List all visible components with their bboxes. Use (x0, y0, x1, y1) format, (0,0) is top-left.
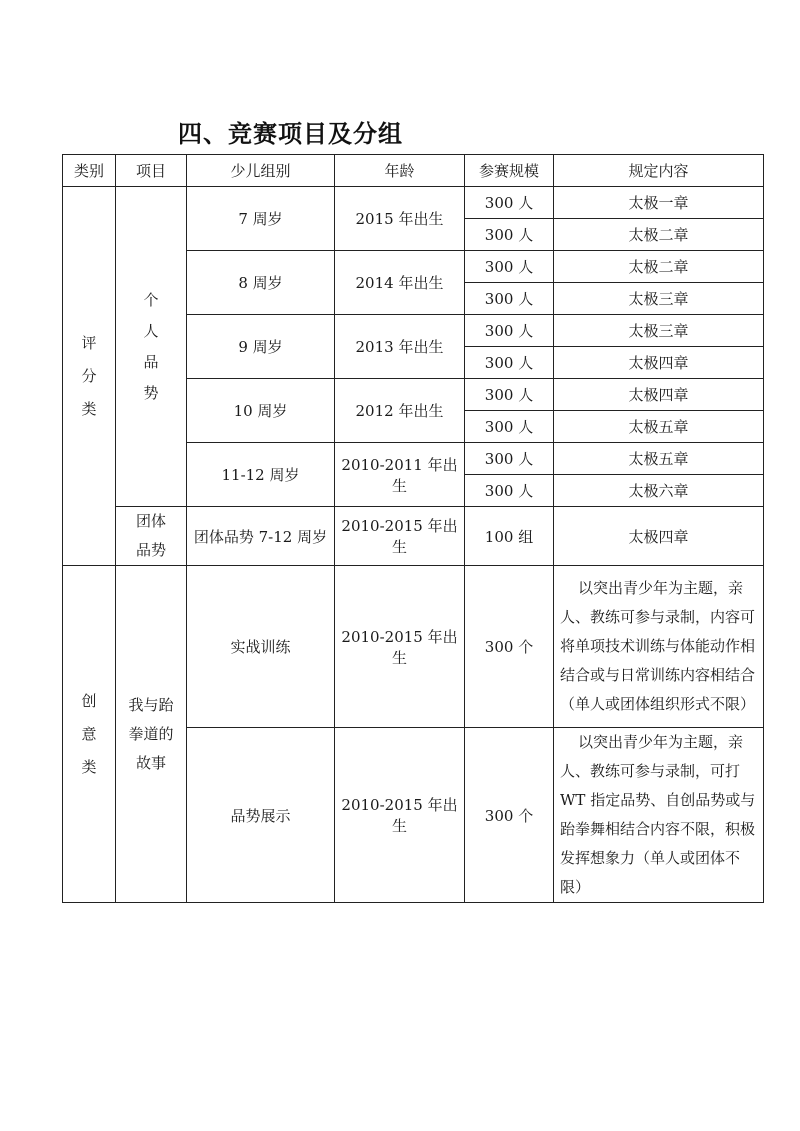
content-cell: 太极二章 (554, 251, 764, 283)
content-cell: 太极三章 (554, 283, 764, 315)
age-cell: 2013 年出生 (335, 315, 465, 379)
age-cell: 2010-2011 年出生 (335, 443, 465, 507)
content-cell: 太极五章 (554, 443, 764, 475)
content-cell: 太极三章 (554, 315, 764, 347)
category-label-creative: 创意类 (81, 691, 97, 776)
age-cell: 2010-2015 年出生 (335, 566, 465, 728)
group-cell: 11-12 周岁 (187, 443, 335, 507)
group-cell: 实战训练 (187, 566, 335, 728)
group-cell: 团体品势 7-12 周岁 (187, 507, 335, 566)
scale-cell: 300 人 (465, 251, 554, 283)
content-cell: 太极一章 (554, 187, 764, 219)
content-cell: 太极六章 (554, 475, 764, 507)
scale-cell: 300 人 (465, 347, 554, 379)
scale-cell: 300 人 (465, 443, 554, 475)
item-cell-individual (116, 187, 187, 507)
scale-cell: 300 人 (465, 379, 554, 411)
scale-cell: 300 人 (465, 475, 554, 507)
content-cell: 太极四章 (554, 347, 764, 379)
table-header-row (63, 155, 764, 187)
category-cell-creative (63, 566, 116, 903)
content-description: 以突出青少年为主题，亲人、教练可参与录制，可打 WT 指定品势、自创品势或与跆拳舞相结合内容不限，积极发挥想象力（单人或团体不限） (560, 733, 756, 896)
header-category: 类别 (63, 155, 116, 187)
content-cell: 太极四章 (554, 507, 764, 566)
page-title: 四、竞赛项目及分组 (178, 120, 403, 148)
item-cell-creative (116, 566, 187, 903)
scale-cell: 300 人 (465, 219, 554, 251)
header-group: 少儿组别 (187, 155, 335, 187)
category-label-scored: 评分类 (81, 333, 97, 418)
table-row (63, 187, 764, 219)
scale-cell: 100 组 (465, 507, 554, 566)
group-cell: 品势展示 (187, 728, 335, 903)
header-age: 年龄 (335, 155, 465, 187)
scale-cell: 300 个 (465, 566, 554, 728)
scale-cell: 300 人 (465, 283, 554, 315)
content-cell: 太极二章 (554, 219, 764, 251)
scale-cell: 300 个 (465, 728, 554, 903)
header-scale: 参赛规模 (465, 155, 554, 187)
competition-table (62, 154, 764, 903)
group-cell: 8 周岁 (187, 251, 335, 315)
content-cell: 太极四章 (554, 379, 764, 411)
header-content: 规定内容 (554, 155, 764, 187)
age-cell: 2014 年出生 (335, 251, 465, 315)
content-description: 以突出青少年为主题，亲人、教练可参与录制，内容可将单项技术训练与体能动作相结合或与日常训练内容相结合（单人或团体组织形式不限） (560, 579, 756, 713)
item-label-creative: 我与跆拳道的故事 (128, 695, 174, 772)
table-row (63, 507, 764, 566)
group-cell: 9 周岁 (187, 315, 335, 379)
category-cell-scored (63, 187, 116, 566)
header-item: 项目 (116, 155, 187, 187)
group-cell: 10 周岁 (187, 379, 335, 443)
age-cell: 2012 年出生 (335, 379, 465, 443)
scale-cell: 300 人 (465, 315, 554, 347)
item-label-individual: 个人品势 (143, 290, 159, 402)
age-cell: 2010-2015 年出生 (335, 728, 465, 903)
age-cell: 2015 年出生 (335, 187, 465, 251)
scale-cell: 300 人 (465, 187, 554, 219)
item-cell-team (116, 507, 187, 566)
content-cell (554, 566, 764, 728)
scale-cell: 300 人 (465, 411, 554, 443)
content-cell: 太极五章 (554, 411, 764, 443)
table-row (63, 566, 764, 728)
item-label-team: 团体品势 (135, 512, 166, 559)
content-cell (554, 728, 764, 903)
age-cell: 2010-2015 年出生 (335, 507, 465, 566)
group-cell: 7 周岁 (187, 187, 335, 251)
